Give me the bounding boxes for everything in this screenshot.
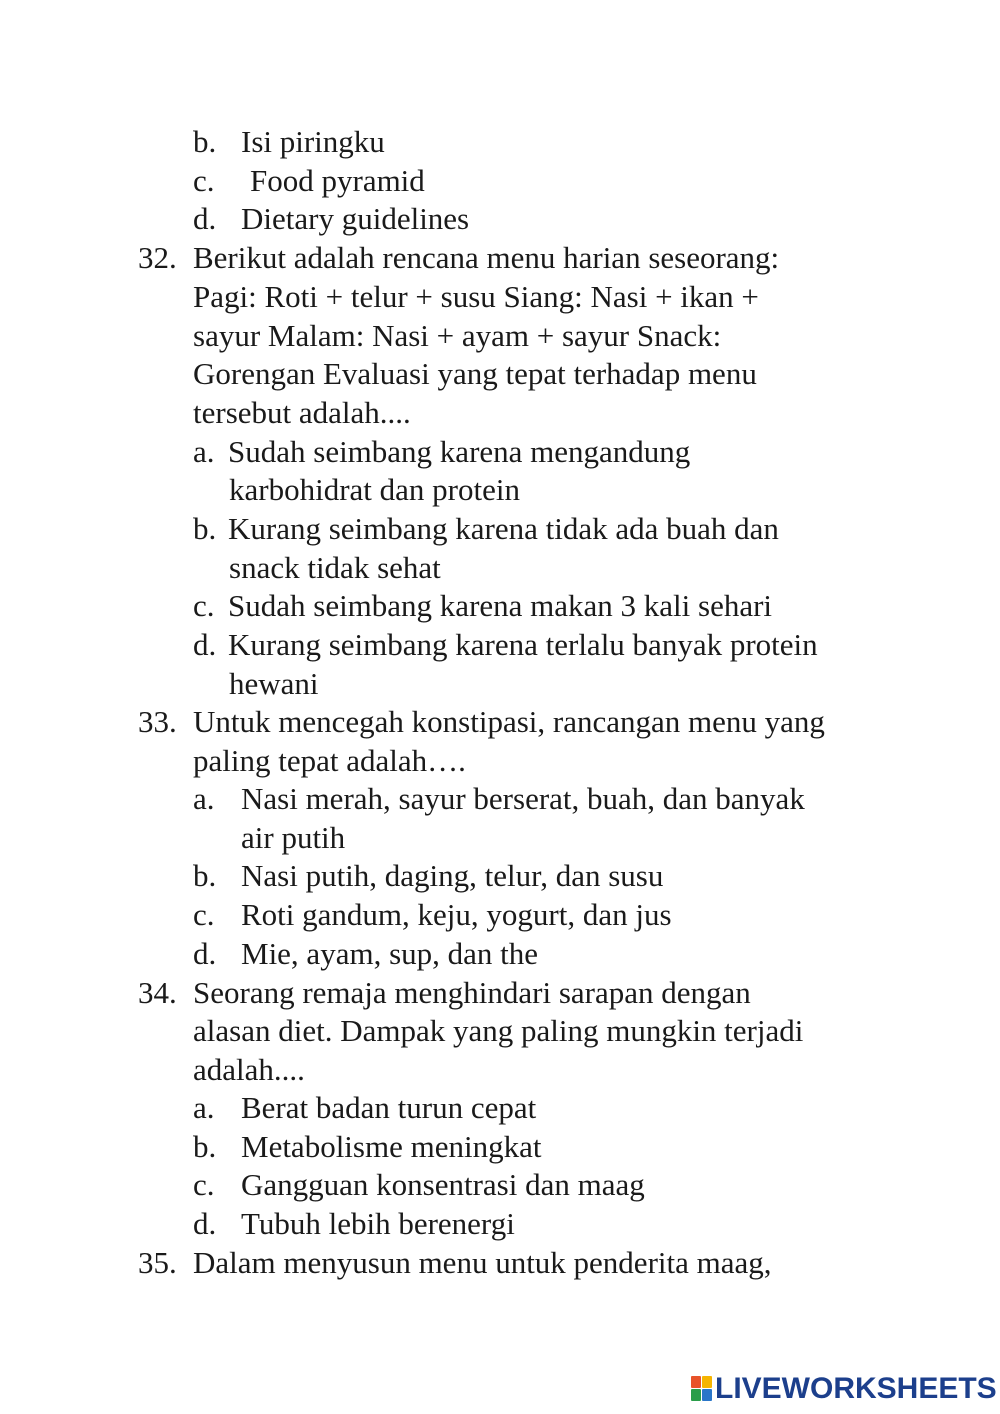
option-text: Mie, ayam, sup, dan the: [241, 936, 539, 971]
question-text: sayur Malam: Nasi + ayam + sayur Snack:: [193, 318, 722, 353]
option-text: snack tidak sehat: [229, 550, 441, 585]
option-text: air putih: [241, 820, 346, 855]
brand-name: LIVEWORKSHEETS: [715, 1372, 997, 1405]
liveworksheets-logo-icon: [691, 1376, 713, 1402]
question-number: 32.: [138, 240, 177, 275]
option-text: Isi piringku: [241, 124, 385, 159]
option-text: Sudah seimbang karena mengandung: [228, 434, 691, 469]
option-label: a.: [193, 1090, 215, 1125]
option-label: a.: [193, 781, 215, 816]
option-text: Gangguan konsentrasi dan maag: [241, 1167, 645, 1202]
option-label: c.: [193, 163, 215, 198]
option-text: Kurang seimbang karena tidak ada buah dan: [228, 511, 779, 546]
question-text: adalah....: [193, 1052, 305, 1087]
option-text: Sudah seimbang karena makan 3 kali sehari: [228, 588, 773, 623]
question-text: Seorang remaja menghindari sarapan dengan: [193, 975, 751, 1010]
option-text: Dietary guidelines: [241, 201, 470, 236]
option-label: d.: [193, 627, 217, 662]
question-text: tersebut adalah....: [193, 395, 411, 430]
question-number: 35.: [138, 1245, 177, 1280]
option-label: d.: [193, 936, 217, 971]
option-text: Nasi merah, sayur berserat, buah, dan banyak: [241, 781, 805, 816]
option-label: d.: [193, 1206, 217, 1241]
option-text: Nasi putih, daging, telur, dan susu: [241, 858, 664, 893]
question-number: 34.: [138, 975, 177, 1010]
question-text: Gorengan Evaluasi yang tepat terhadap menu: [193, 356, 757, 391]
question-text: Pagi: Roti + telur + susu Siang: Nasi + ikan +: [193, 279, 759, 314]
option-text: Roti gandum, keju, yogurt, dan jus: [241, 897, 672, 932]
liveworksheets-brand: [691, 1372, 997, 1406]
option-label: b.: [193, 124, 217, 159]
option-label: c.: [193, 897, 215, 932]
option-text: Metabolisme meningkat: [241, 1129, 542, 1164]
question-text: paling tepat adalah….: [193, 743, 466, 778]
question-text: alasan diet. Dampak yang paling mungkin terjadi: [193, 1013, 804, 1048]
option-text: Berat badan turun cepat: [241, 1090, 537, 1125]
option-label: c.: [193, 1167, 215, 1202]
question-text: Untuk mencegah konstipasi, rancangan menu yang: [193, 704, 825, 739]
option-text: Kurang seimbang karena terlalu banyak protein: [228, 627, 818, 662]
option-label: d.: [193, 201, 217, 236]
option-text: Food pyramid: [250, 163, 425, 198]
option-label: b.: [193, 858, 217, 893]
option-text: Tubuh lebih berenergi: [241, 1206, 515, 1241]
option-label: b.: [193, 1129, 217, 1164]
question-number: 33.: [138, 704, 177, 739]
option-label: a.: [193, 434, 215, 469]
question-text: Dalam menyusun menu untuk penderita maag,: [193, 1245, 772, 1280]
question-text: Berikut adalah rencana menu harian seseorang:: [193, 240, 780, 275]
option-label: c.: [193, 588, 215, 623]
option-text: hewani: [229, 666, 319, 701]
option-label: b.: [193, 511, 217, 546]
option-text: karbohidrat dan protein: [229, 472, 520, 507]
